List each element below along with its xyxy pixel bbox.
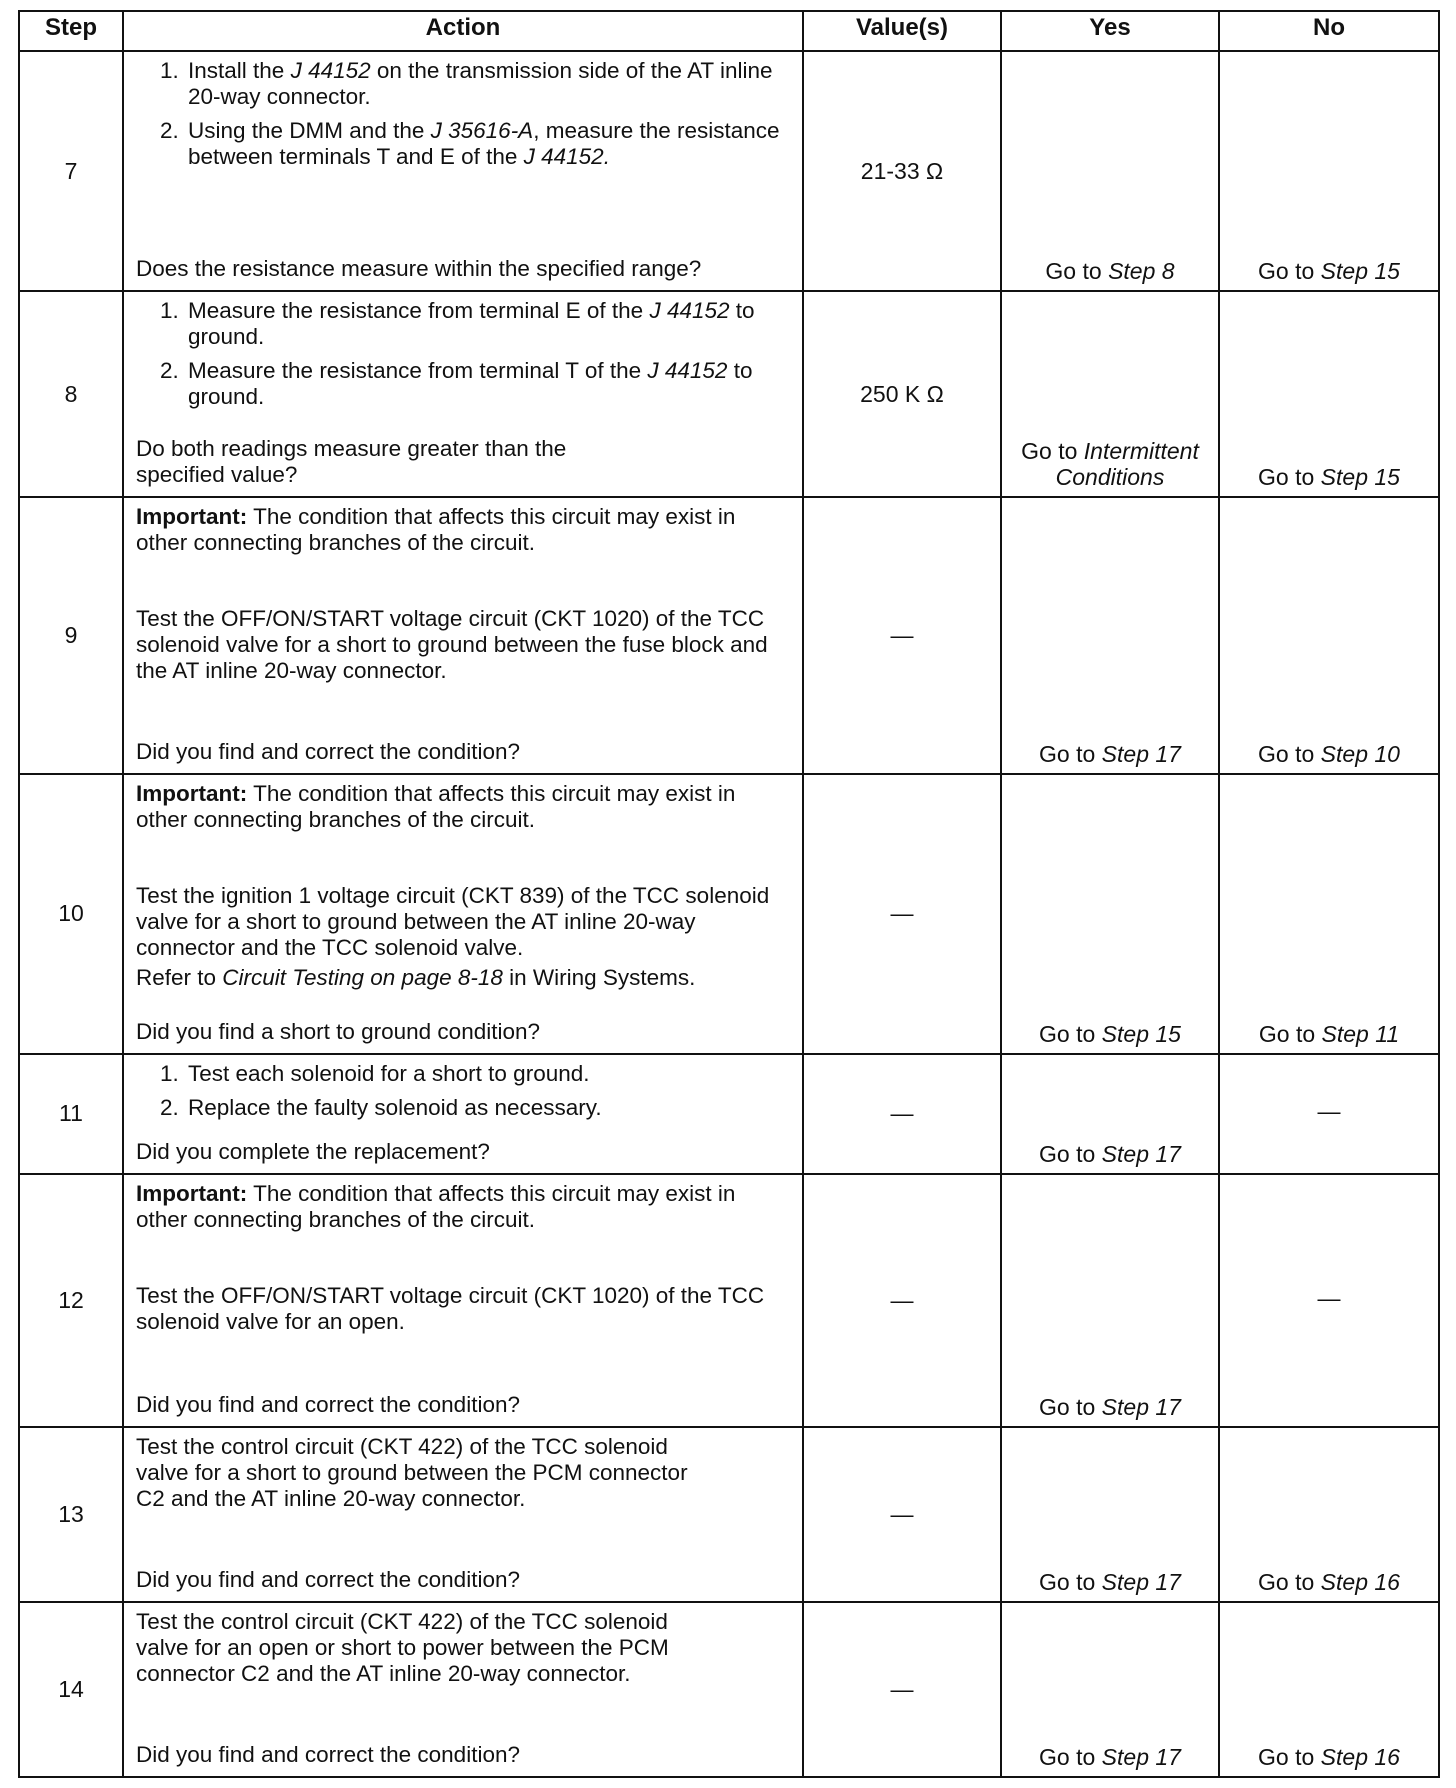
table-row-step-11 [19, 1054, 1439, 1174]
no-cell: — [1219, 1054, 1439, 1174]
value-cell: — [803, 1602, 1001, 1777]
list-item: 2. Using the DMM and the J 35616-A, measure the resistance between terminals T and E of the J 44152. [160, 118, 780, 169]
question-text: Did you complete the replacement? [136, 1138, 490, 1164]
action-text: Test the OFF/ON/START voltage circuit (CKT 1020) of the TCC solenoid valve for a short to ground between the fuse block and the AT inline 20-way connector. [136, 605, 768, 683]
header-row [19, 11, 1439, 51]
action-cell [123, 497, 803, 774]
header-step: Step [19, 11, 123, 51]
yes-cell: Go to Step 15 [1001, 774, 1219, 1054]
header-action: Action [123, 11, 803, 51]
question-text: Did you find and correct the condition? [136, 1567, 520, 1593]
action-cell [123, 774, 803, 1054]
step-number: 12 [19, 1174, 123, 1427]
value-cell: 21-33 Ω [803, 51, 1001, 291]
yes-cell: Go to Step 17 [1001, 1174, 1219, 1427]
step-number: 10 [19, 774, 123, 1054]
table-row-step-12 [19, 1174, 1439, 1427]
value-cell: — [803, 1054, 1001, 1174]
yes-cell: Go to Step 17 [1001, 1602, 1219, 1777]
action-text: Test the ignition 1 voltage circuit (CKT 839) of the TCC solenoid valve for a short to ground between the AT inline 20-way connector and the TCC solenoid valve. [136, 883, 770, 961]
list-item: 1. Install the J 44152 on the transmission side of the AT inline 20-way connector. [160, 58, 773, 109]
question-text: Did you find and correct the condition? [136, 1742, 520, 1767]
list-item: 2. Replace the faulty solenoid as necessary. [160, 1094, 602, 1120]
action-cell [123, 51, 803, 291]
no-cell: Go to Step 16 [1219, 1427, 1439, 1602]
step-number: 14 [19, 1602, 123, 1777]
action-cell [123, 1054, 803, 1174]
action-cell [123, 291, 803, 496]
header-yes: Yes [1001, 11, 1219, 51]
value-cell: — [803, 1174, 1001, 1427]
no-cell: Go to Step 16 [1219, 1602, 1439, 1777]
important-note: Important: The condition that affects this circuit may exist in other connecting branches of the circuit. [136, 781, 736, 833]
action-cell [123, 1427, 803, 1602]
yes-cell: Go to Step 17 [1001, 1054, 1219, 1174]
step-number: 11 [19, 1054, 123, 1174]
important-note: Important: The condition that affects this circuit may exist in other connecting branches of the circuit. [136, 503, 736, 555]
step-number: 9 [19, 497, 123, 774]
no-cell: — [1219, 1174, 1439, 1427]
question-text: Does the resistance measure within the specified range? [136, 256, 702, 282]
list-item: 2. Measure the resistance from terminal T of the J 44152 to ground. [160, 358, 753, 410]
yes-cell: Go to Step 17 [1001, 1427, 1219, 1602]
step-number: 13 [19, 1427, 123, 1602]
step-number: 7 [19, 51, 123, 291]
action-text: Test the OFF/ON/START voltage circuit (CKT 1020) of the TCC solenoid valve for an open. [136, 1282, 765, 1334]
action-text: Test the control circuit (CKT 422) of the TCC solenoid valve for an open or short to power between the PCM connector C2 and the AT inline 20-way connector. [136, 1609, 669, 1687]
table-row-step-9 [19, 497, 1439, 774]
table-row-step-14 [19, 1602, 1439, 1777]
value-cell: — [803, 774, 1001, 1054]
diagnostic-table [18, 10, 1440, 1778]
step-number: 8 [19, 291, 123, 496]
no-cell: Go to Step 10 [1219, 497, 1439, 774]
table-row-step-7 [19, 51, 1439, 291]
no-cell: Go to Step 15 [1219, 291, 1439, 496]
question-text: Do both readings measure greater than the specified value? [136, 435, 567, 487]
action-text: Test the control circuit (CKT 422) of the TCC solenoid valve for a short to ground between the PCM connector C2 and the AT inline 20-way connector. [136, 1434, 688, 1512]
value-cell: — [803, 1427, 1001, 1602]
question-text: Did you find and correct the condition? [136, 1392, 520, 1418]
header-no: No [1219, 11, 1439, 51]
table-row-step-13 [19, 1427, 1439, 1602]
value-cell: 250 K Ω [803, 291, 1001, 496]
list-item: 1. Test each solenoid for a short to ground. [160, 1060, 590, 1086]
important-note: Important: The condition that affects this circuit may exist in other connecting branches of the circuit. [136, 1180, 736, 1232]
yes-cell: Go to Step 17 [1001, 497, 1219, 774]
action-cell [123, 1602, 803, 1777]
no-cell: Go to Step 15 [1219, 51, 1439, 291]
question-text: Did you find and correct the condition? [136, 739, 520, 765]
table-row-step-10 [19, 774, 1439, 1054]
yes-cell: Go to Step 8 [1001, 51, 1219, 291]
list-item: 1. Measure the resistance from terminal E of the J 44152 to ground. [160, 298, 755, 350]
header-values: Value(s) [803, 11, 1001, 51]
question-text: Did you find a short to ground condition? [136, 1018, 541, 1044]
refer-text: Refer to Circuit Testing on page 8-18 in Wiring Systems. [136, 965, 696, 991]
value-cell: — [803, 497, 1001, 774]
yes-cell: Go to Intermittent Conditions [1001, 291, 1219, 496]
action-cell [123, 1174, 803, 1427]
table-row-step-8 [19, 291, 1439, 496]
no-cell: Go to Step 11 [1219, 774, 1439, 1054]
